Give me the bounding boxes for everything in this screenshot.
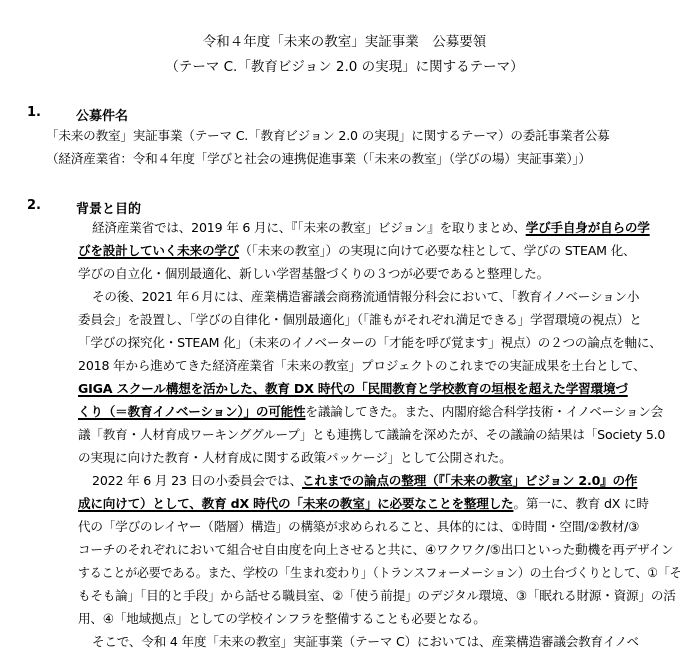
emphasis-run: これまでの論点の整理（『「未来の教室」ビジョン 2.0』の作 (302, 473, 638, 488)
paragraph-1-line-3: 学びの自立化・個別最適化、新しい学習基盤づくりの３つが必要であると整理した。 (78, 266, 549, 281)
text-run: を議論してきた。また、内閣府総合科学技術・イノベーション会 (305, 404, 664, 419)
paragraph-2-line-5 (78, 383, 628, 396)
paragraph-3-line-2 (78, 498, 649, 511)
paragraph-3-line-7: 用、④「地域拠点」としての学校インフラを整備することも必要となる。 (78, 611, 486, 626)
paragraph-3-line-5: することが必要である。また、学校の「生まれ変わり」（トランスフォーメーション）の土台づくりとして、①「そ (78, 565, 682, 580)
section-1-line-2: （経済産業省：令和４年度「学びと社会の連携促進事業（「未来の教室」（学びの場）実証事業）」） (46, 151, 591, 166)
paragraph-2-line-6 (78, 406, 663, 419)
paragraph-2-line-1: その後、2021 年６月には、産業構造審議会商務流通情報分科会において、「教育イノベーション小 (92, 289, 640, 304)
emphasis-run: GIGA スクール構想を活かした、教育 DX 時代の「民間教育と学校教育の垣根を超えた学習環境づ (78, 381, 628, 396)
paragraph-3-line-6: もそも論」「目的と手段」から話せる職員室、②「使う前提」のデジタル環境、③「眠れる財源・資源」の活 (78, 588, 676, 603)
paragraph-3-line-3: 代の「学びのレイヤー（階層）構造」の構築が求められること、具体的には、①時間・空間/②教材/③ (78, 519, 640, 534)
text-run: 経済産業省では、2019 年 6 月に、『「未来の教室」ビジョン』を取りまとめ、 (92, 220, 526, 235)
paragraph-2-line-2: 委員会」を設置し、「学びの自律化・個別最適化」（「誰もがそれぞれ満足できる」学習環境の視点）と (78, 312, 642, 327)
paragraph-3-line-1 (92, 475, 637, 488)
paragraph-2-line-7: 議「教育・人材育成ワーキンググループ」とも連携して議論を深めたが、その議論の結果は「Society 5.0 (78, 427, 666, 442)
document-subtitle: （テーマ C.「教育ビジョン 2.0 の実現」に関するテーマ） (165, 59, 524, 75)
section-1-line-1: 「未来の教室」実証事業（テーマ C.「教育ビジョン 2.0 の実現」に関するテーマ）の委託事業者公募 (46, 128, 610, 143)
section-2-heading: 背景と目的 (76, 202, 142, 217)
text-run: 2022 年 6 月 23 日の小委員会では、 (92, 473, 303, 488)
paragraph-2-line-8: の実現に向けた教育・人材育成に関する政策パッケージ」として公開された。 (78, 450, 512, 465)
emphasis-run: びを設計していく未来の学び (78, 243, 240, 258)
document-title: 令和４年度「未来の教室」実証事業 公募要領 (202, 34, 487, 50)
paragraph-4-line-1: そこで、令和 4 年度「未来の教室」実証事業（テーマ C）においては、産業構造審議会教育イノベ (92, 634, 639, 649)
text-run: 。第一に、教育 dX に時 (513, 496, 649, 511)
paragraph-2-line-3: 「学びの探究化・STEAM 化」（未来のイノベーターの「才能を呼び覚ます」視点）の２つの論点を軸に、 (78, 335, 662, 350)
emphasis-run: 学び手自身が自らの学 (525, 220, 650, 235)
section-1-number: 1. (27, 105, 41, 120)
emphasis-run: 成に向けて）として、教育 dX 時代の「未来の教室」に必要なことを整理した (78, 496, 514, 511)
section-1-heading: 公募件名 (76, 109, 129, 124)
section-2-number: 2. (27, 198, 41, 213)
emphasis-run: くり（＝教育イノベーション）」の可能性 (78, 404, 306, 419)
paragraph-3-line-4: コーチのそれぞれにおいて組合せ自由度を向上させると共に、④ワクワク/⑤出口といった動機を再デザイン (78, 542, 674, 557)
paragraph-1-line-1 (92, 222, 650, 235)
text-run: （「未来の教室」）の実現に向けて必要な柱として、学びの STEAM 化、 (239, 243, 636, 258)
paragraph-2-line-4: 2018 年から進めてきた経済産業省「未来の教室」プロジェクトのこれまでの実証成果を土台として、 (78, 358, 646, 373)
paragraph-1-line-2 (78, 245, 635, 258)
